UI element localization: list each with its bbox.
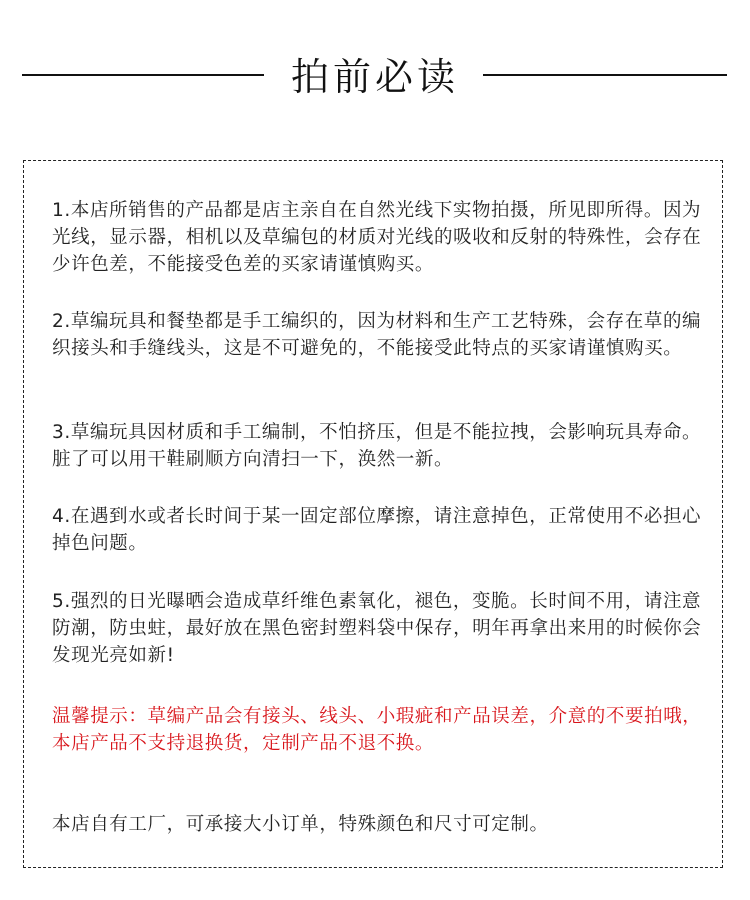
notice-item-5: 5.强烈的日光曝晒会造成草纤维色素氧化，褪色，变脆。长时间不用，请注意防潮，防虫蛀，最好放在黑色密封塑料袋中保存，明年再拿出来用的时候你会发现光亮如新!	[52, 591, 702, 666]
page-title: 拍前必读	[290, 55, 459, 99]
notice-item-1: 1.本店所销售的产品都是店主亲自在自然光线下实物拍摄，所见即所得。因为光线，显示器，相机以及草编包的材质对光线的吸收和反射的特殊性，会存在少许色差，不能接受色差的买家请谨慎购买。	[52, 200, 702, 275]
right-divider-line	[483, 74, 727, 76]
footer-note: 本店自有工厂，可承接大小订单，特殊颜色和尺寸可定制。	[52, 814, 549, 835]
notice-item-3: 3.草编玩具因材质和手工编制，不怕挤压，但是不能拉拽，会影响玩具寿命。脏了可以用干鞋刷顺方向清扫一下，涣然一新。	[52, 422, 702, 470]
notice-item-2: 2.草编玩具和餐垫都是手工编织的，因为材料和生产工艺特殊，会存在草的编织接头和手缝线头，这是不可避免的，不能接受此特点的买家请谨慎购买。	[52, 311, 702, 359]
header	[0, 40, 750, 120]
warm-tip: 温馨提示：草编产品会有接头、线头、小瑕疵和产品误差，介意的不要拍哦，本店产品不支持退换货，定制产品不退不换。	[52, 706, 702, 754]
notice-box	[23, 160, 723, 868]
notice-item-4: 4.在遇到水或者长时间于某一固定部位摩擦，请注意掉色，正常使用不必担心掉色问题。	[52, 506, 702, 554]
